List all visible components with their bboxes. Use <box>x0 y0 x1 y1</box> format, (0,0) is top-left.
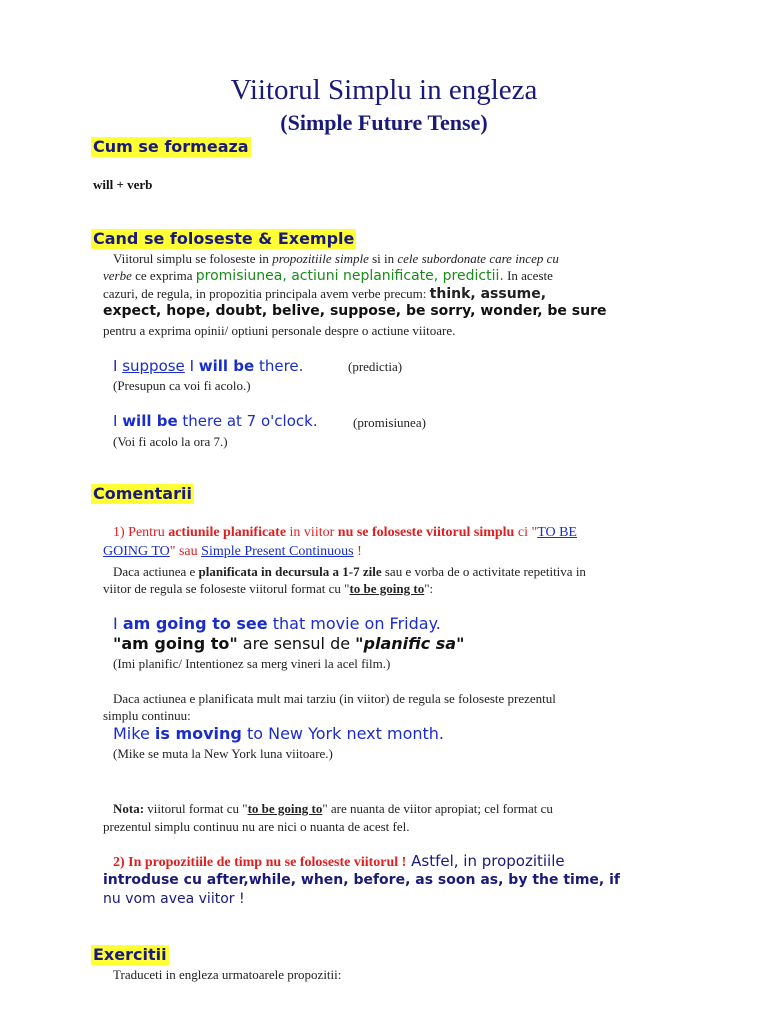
text-span: I <box>113 357 123 375</box>
text-span: to be going to <box>247 801 323 816</box>
text-span: verbe <box>103 268 132 283</box>
text-span: sau e vorba de o activitate repetitiva in <box>381 564 586 579</box>
bold-verb: will be <box>198 357 255 375</box>
section-heading-comments: Comentarii <box>93 484 192 503</box>
highlight-green-text: promisiunea, actiuni neplanificate, predictii. <box>195 268 504 284</box>
text-span: 1) Pentru <box>113 525 169 540</box>
going-to-link[interactable]: GOING TO <box>103 544 170 559</box>
comment-2-line-1: Daca actiunea e planificata mult mai tarziu (in viitor) de regula se foloseste prezentul <box>113 691 556 706</box>
bold-verb: am going to see <box>122 614 268 633</box>
example-1-translation: (Presupun ca voi fi acolo.) <box>113 378 251 393</box>
simple-present-continuous-link[interactable]: Simple Present Continuous <box>201 544 354 559</box>
section-heading-exercises: Exercitii <box>93 945 167 964</box>
comment-1-line-1 <box>113 525 577 541</box>
comment-1-line-3 <box>113 563 586 580</box>
text-span: there at 7 o'clock. <box>177 412 318 430</box>
text-span: propozitiile simple <box>272 251 369 266</box>
text-span: planificata in decursula a 1-7 zile <box>198 564 382 579</box>
text-span: in viitor <box>286 525 338 540</box>
usage-paragraph-line-1 <box>113 250 559 267</box>
text-span: viitor de regula se foloseste viitorul format cu " <box>103 581 350 596</box>
text-span: " are nuanta de viitor apropiat; cel format cu <box>322 801 553 816</box>
text-span: cele subordonate care incep cu <box>397 251 559 266</box>
underlined-verb: suppose <box>122 357 185 375</box>
text-span: Mike <box>113 724 155 743</box>
rule-2-line-2: introduse cu after,while, when, before, as soon as, by the time, if <box>103 872 621 888</box>
text-span: Astfel, in propozitiile <box>406 852 565 870</box>
text-span: viitorul format cu " <box>144 801 248 816</box>
text-span: to be going to <box>349 581 425 596</box>
example-2-note: (promisiunea) <box>353 415 426 430</box>
text-span: In aceste <box>503 268 553 283</box>
formula-text: will + verb <box>93 177 153 192</box>
exercises-intro: Traduceti in engleza urmatoarele propozitii: <box>113 967 342 982</box>
comment-1-line-2 <box>103 544 362 560</box>
comment-1-line-4 <box>103 580 433 597</box>
text-span: 2) In propozitiile de timp nu se foloseste viitorul ! <box>113 855 407 870</box>
text-span: I <box>184 357 199 375</box>
text-span: to New York next month. <box>241 724 445 743</box>
text-span: "am going to" <box>113 634 238 653</box>
usage-paragraph-line-5: pentru a exprima opinii/ optiuni personale despre o actiune viitoare. <box>103 323 456 338</box>
bold-verb: will be <box>122 412 178 430</box>
bold-verb: is moving <box>154 724 242 743</box>
rule-2-line-3: nu vom avea viitor ! <box>103 891 245 907</box>
text-span: nu se foloseste viitorul simplu <box>337 525 515 540</box>
text-span: ci " <box>514 525 538 540</box>
verb-list-text: think, assume, <box>429 286 547 302</box>
text-span: actiunile planificate <box>168 525 287 540</box>
text-span: I <box>113 412 123 430</box>
example-4 <box>113 724 444 744</box>
example-2 <box>113 411 318 431</box>
example-3 <box>113 614 441 634</box>
text-span: " sau <box>169 544 202 559</box>
text-span: ": <box>424 581 434 596</box>
note-line-2: prezentul simplu continuu nu are nici o nuanta de acest fel. <box>103 819 410 834</box>
page-title: Viitorul Simplu in engleza <box>230 74 538 106</box>
verb-list-line: expect, hope, doubt, belive, suppose, be sorry, wonder, be sure <box>103 303 607 319</box>
rule-2-line-1 <box>113 852 565 871</box>
note-line-1 <box>113 800 553 817</box>
page-subtitle: (Simple Future Tense) <box>280 110 488 135</box>
comment-2-line-2: simplu continuu: <box>103 708 191 723</box>
example-2-translation: (Voi fi acolo la ora 7.) <box>113 434 228 449</box>
section-heading-usage: Cand se foloseste & Exemple <box>93 229 355 248</box>
text-span: there. <box>254 357 304 375</box>
text-span: Viitorul simplu se foloseste in <box>113 251 273 266</box>
example-1 <box>113 356 303 376</box>
text-span: I <box>113 614 123 633</box>
text-span: cazuri, de regula, in propozitia principala avem verbe precum: <box>103 286 430 301</box>
example-4-translation: (Mike se muta la New York luna viitoare.) <box>113 746 333 761</box>
usage-paragraph-line-2 <box>103 267 553 285</box>
text-span: Daca actiunea e <box>113 564 199 579</box>
text-span: ce exprima <box>131 268 196 283</box>
example-3-meaning <box>113 634 464 654</box>
text-span: "planific sa" <box>355 634 465 653</box>
section-heading-formation: Cum se formeaza <box>93 137 249 156</box>
usage-paragraph-line-3 <box>103 285 546 303</box>
text-span: ! <box>353 544 362 559</box>
example-3-translation: (Imi planific/ Intentionez sa merg vineri la acel film.) <box>113 656 391 671</box>
note-label: Nota: <box>113 801 145 816</box>
text-span: that movie on Friday. <box>267 614 441 633</box>
text-span: are sensul de <box>237 634 356 653</box>
example-1-note: (predictia) <box>348 359 403 374</box>
text-span: si in <box>368 251 398 266</box>
to-be-going-to-link[interactable]: TO BE <box>537 525 577 540</box>
